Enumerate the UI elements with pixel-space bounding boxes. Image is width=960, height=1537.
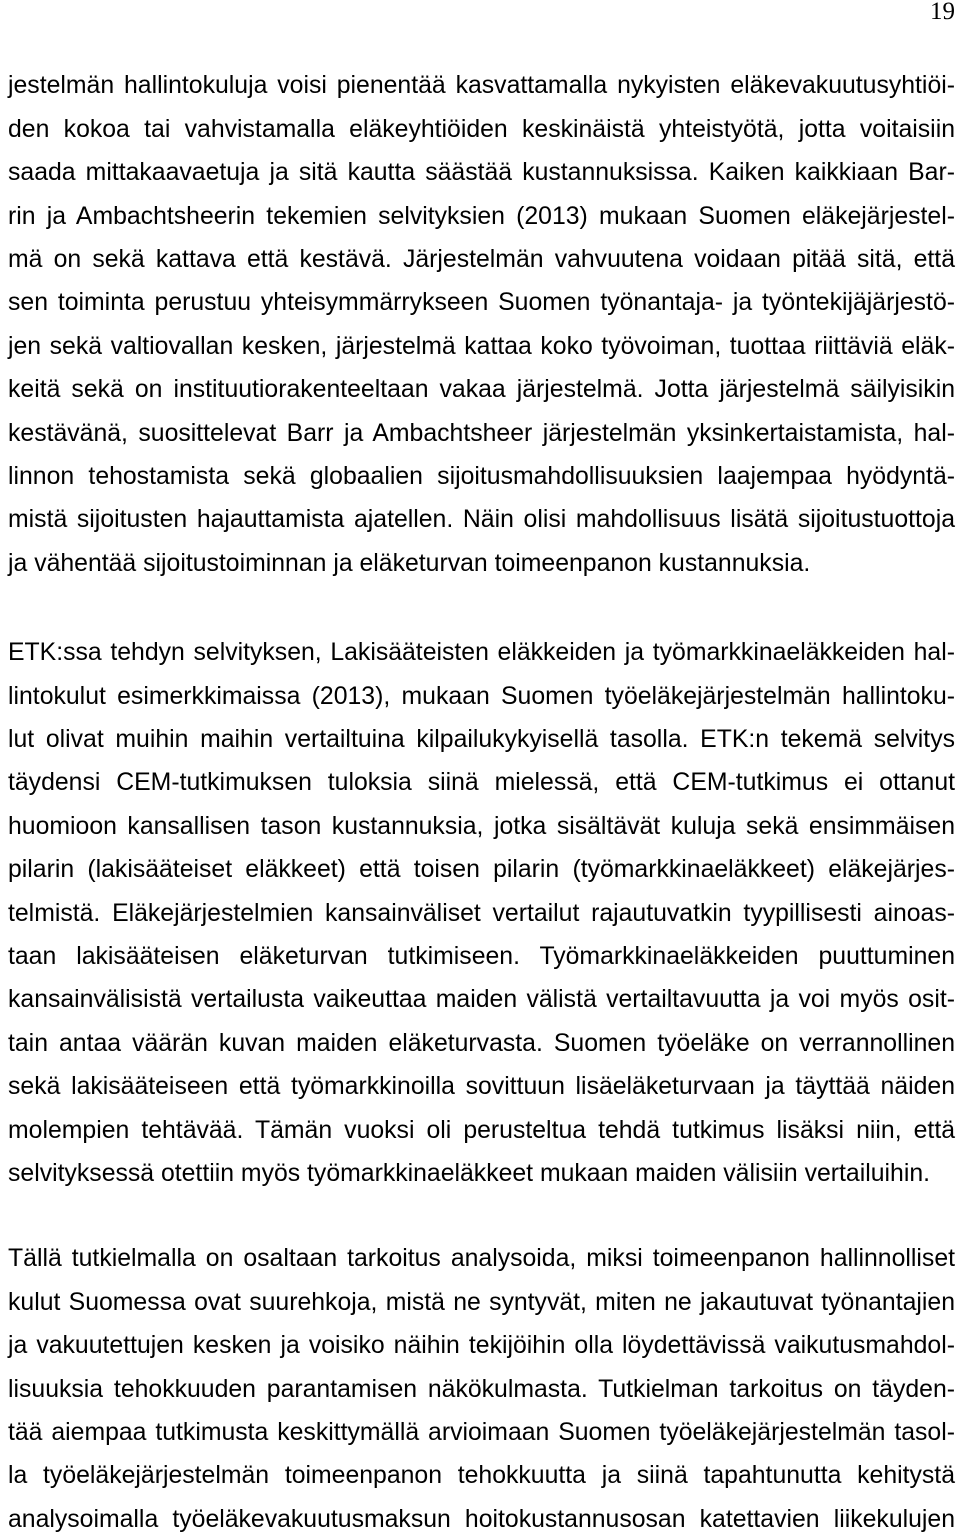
text-line: kansainvälisistä vertailusta vaikeuttaa maiden välistä vertailtavuutta ja voi myös osit- (8, 986, 955, 1014)
text-line: ETK:ssa tehdyn selvityksen, Lakisääteisten eläkkeiden ja työmarkkinaeläkkeiden hal- (8, 639, 955, 667)
text-line: rin ja Ambachtsheerin tekemien selvityksien (2013) mukaan Suomen eläkejärjestel- (8, 202, 955, 230)
text-line: linnon tehostamista sekä globaalien sijoitusmahdollisuuksien laajempaa hyödyntä- (8, 462, 955, 490)
text-line: la työeläkejärjestelmän toimeenpanon tehokkuutta ja siinä tapahtunutta kehitystä (8, 1462, 955, 1490)
text-line: lut olivat muihin maihin vertailtuina kilpailukykyisellä tasolla. ETK:n tekemä selvitys (8, 725, 955, 753)
text-line: sen toiminta perustuu yhteisymmärrykseen Suomen työnantaja- ja työntekijäjärjestö- (8, 289, 955, 317)
text-line: tain antaa väärän kuvan maiden eläketurvasta. Suomen työeläke on verrannollinen (8, 1029, 955, 1057)
body-text (8, 64, 955, 1537)
text-line: mä on sekä kattava että kestävä. Järjestelmän vahvuutena voidaan pitää sitä, että (8, 245, 955, 273)
text-line: keitä sekä on instituutiorakenteeltaan vakaa järjestelmä. Jotta järjestelmä säilyisikin (8, 376, 955, 404)
text-line: taan lakisääteisen eläketurvan tutkimiseen. Työmarkkinaeläkkeiden puuttuminen (8, 943, 955, 971)
text-line: saada mittakaavaetuja ja sitä kautta säästää kustannuksissa. Kaiken kaikkiaan Bar- (8, 159, 955, 187)
text-line: jen sekä valtiovallan kesken, järjestelmä kattaa koko työvoiman, tuottaa riittäviä eläk- (8, 332, 955, 360)
text-line: sekä lakisääteiseen että työmarkkinoilla sovittuun lisäeläketurvaan ja täyttää näiden (8, 1073, 955, 1101)
text-line: lisuuksia tehokkuuden parantamisen näkökulmasta. Tutkielman tarkoitus on täyden- (8, 1375, 955, 1403)
text-line: mistä sijoitusten hajauttamista ajatellen. Näin olisi mahdollisuus lisätä sijoitustuottoja (8, 506, 955, 534)
text-line: huomioon kansallisen tason kustannuksia, jotka sisältävät kuluja sekä ensimmäisen (8, 812, 955, 840)
text-line: telmistä. Eläkejärjestelmien kansainväliset vertailut rajautuvatkin tyypillisesti ainoas- (8, 899, 955, 927)
text-line: kulut Suomessa ovat suurehkoja, mistä ne syntyvät, miten ne jakautuvat työnantajien (8, 1288, 955, 1316)
text-line: tää aiempaa tutkimusta keskittymällä arvioimaan Suomen työeläkejärjestelmän tasol- (8, 1419, 955, 1447)
text-line: pilarin (lakisääteiset eläkkeet) että toisen pilarin (työmarkkinaeläkkeet) eläkejärjes- (8, 856, 955, 884)
text-line: jestelmän hallintokuluja voisi pienentää kasvattamalla nykyisten eläkevakuutusyhtiöi- (8, 72, 955, 100)
text-line: den kokoa tai vahvistamalla eläkeyhtiöiden keskinäistä yhteistyötä, jotta voitaisiin (8, 115, 955, 143)
text-line: analysoimalla työeläkevakuutusmaksun hoitokustannusosan katettavien liikekulujen (8, 1505, 955, 1533)
text-line: täydensi CEM-tutkimuksen tuloksia siinä mielessä, että CEM-tutkimus ei ottanut (8, 769, 955, 797)
text-line: Tällä tutkielmalla on osaltaan tarkoitus analysoida, miksi toimeenpanon hallinnolliset (8, 1245, 955, 1273)
text-line: selvityksessä otettiin myös työmarkkinaeläkkeet mukaan maiden välisiin vertailuihin. (8, 1160, 931, 1188)
paragraph (8, 64, 955, 585)
paragraph (8, 1237, 955, 1537)
text-line: ja vakuutettujen kesken ja voisiko näihin tekijöihin olla löydettävissä vaikutusmahdol- (8, 1332, 955, 1360)
page-number: 19 (930, 0, 955, 25)
text-line: ja vähentää sijoitustoiminnan ja eläketurvan toimeenpanon kustannuksia. (8, 549, 811, 577)
text-line: kestävänä, suosittelevat Barr ja Ambachtsheer järjestelmän yksinkertaistamista, hal- (8, 419, 955, 447)
text-line: lintokulut esimerkkimaissa (2013), mukaan Suomen työeläkejärjestelmän hallintoku- (8, 682, 955, 710)
text-line: molempien tehtävää. Tämän vuoksi oli perusteltua tehdä tutkimus lisäksi niin, että (8, 1116, 955, 1144)
paragraph (8, 631, 955, 1195)
